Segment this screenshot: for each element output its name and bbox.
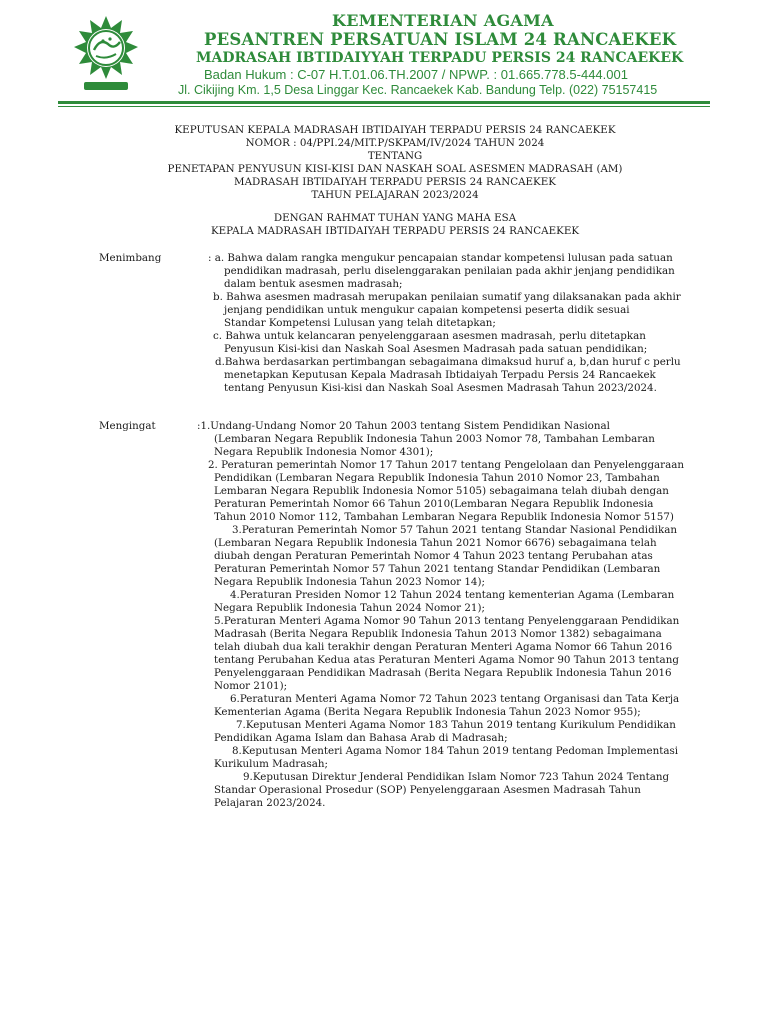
mengingat-line: Pelajaran 2023/2024. [214, 797, 326, 809]
mengingat-line: Penyelenggaraan Pendidikan Madrasah (Berita Negara Republik Indonesia Tahun 2016 [214, 667, 672, 679]
persis-logo-icon [70, 14, 142, 94]
mengingat-line: 6.Peraturan Menteri Agama Nomor 72 Tahun 2023 tentang Organisasi dan Tata Kerja [230, 693, 680, 705]
mengingat-line: Kurikulum Madrasah; [214, 758, 329, 770]
menimbang-line: jenjang pendidikan untuk mengukur capaian kompetensi peserta didik sesuai [224, 304, 630, 316]
mengingat-line: 5.Peraturan Menteri Agama Nomor 90 Tahun 2013 tentang Penyelenggaraan Pendidikan [214, 615, 680, 627]
preamble-line: DENGAN RAHMAT TUHAN YANG MAHA ESA [273, 212, 517, 224]
decree-number: NOMOR : 04/PPI.24/MIT.P/SKPAM/IV/2024 TAHUN 2024 [245, 137, 545, 149]
mengingat-line: Kementerian Agama (Berita Negara Republik Indonesia Tahun 2023 Nomor 955); [214, 706, 641, 718]
mengingat-line: Pendidikan Agama Islam dan Bahasa Arab di Madrasah; [214, 732, 508, 744]
mengingat-line: 7.Keputusan Menteri Agama Nomor 183 Tahun 2019 tentang Kurikulum Pendidikan [236, 719, 676, 731]
mengingat-line: 9.Keputusan Direktur Jenderal Pendidikan Islam Nomor 723 Tahun 2024 Tentang [243, 771, 670, 783]
mengingat-line: Negara Republik Indonesia Tahun 2024 Nomor 21); [214, 602, 485, 614]
mengingat-line: Peraturan Pemerintah Nomor 57 Tahun 2021 tentang Standar Pendidikan (Lembaran [214, 563, 661, 575]
decree-title: KEPUTUSAN KEPALA MADRASAH IBTIDAIYAH TERPADU PERSIS 24 RANCAEKEK [174, 124, 616, 136]
letterhead-address: Jl. Cikijing Km. 1,5 Desa Linggar Kec. Rancaekek Kab. Bandung Telp. (022) 75157415 [178, 83, 658, 97]
menimbang-line: c. Bahwa untuk kelancaran penyelenggaraan asesmen madrasah, perlu ditetapkan [213, 330, 646, 342]
decree-institution: MADRASAH IBTIDAIYAH TERPADU PERSIS 24 RANCAEKEK [234, 176, 556, 188]
mengingat-line: Tahun 2010 Nomor 112, Tambahan Lembaran Negara Republik Indonesia Nomor 5157) [214, 511, 674, 523]
mengingat-line: 8.Keputusan Menteri Agama Nomor 184 Tahun 2019 tentang Pedoman Implementasi [232, 745, 679, 757]
letterhead [58, 8, 710, 104]
menimbang-label: Menimbang [99, 252, 162, 264]
menimbang-line: : a. Bahwa dalam rangka mengukur pencapaian standar kompetensi lulusan pada satuan [208, 252, 673, 264]
preamble-line: KEPALA MADRASAH IBTIDAIYAH TERPADU PERSIS 24 RANCAEKEK [210, 225, 580, 237]
mengingat-line: tentang Perubahan Kedua atas Peraturan Menteri Agama Nomor 90 Tahun 2013 tentang [214, 654, 679, 666]
mengingat-line: Nomor 2101); [214, 680, 288, 692]
menimbang-line: Penyusun Kisi-kisi dan Naskah Soal Asesmen Madrasah pada satuan pendidikan; [224, 343, 648, 355]
mengingat-line: telah diubah dua kali terakhir dengan Peraturan Menteri Agama Nomor 66 Tahun 2016 [214, 641, 673, 653]
mengingat-line: Negara Republik Indonesia Tahun 2023 Nomor 14); [214, 576, 485, 588]
mengingat-label: Mengingat [99, 420, 156, 432]
menimbang-line: d.Bahwa berdasarkan pertimbangan sebagaimana dimaksud huruf a, b,dan huruf c perlu [215, 356, 681, 368]
decree-year: TAHUN PELAJARAN 2023/2024 [311, 189, 479, 201]
menimbang-line: pendidikan madrasah, perlu diselenggarakan penilaian pada akhir jenjang pendidikan [224, 265, 675, 277]
mengingat-line: (Lembaran Negara Republik Indonesia Tahun 2003 Nomor 78, Tambahan Lembaran [214, 433, 655, 445]
mengingat-line: Madrasah (Berita Negara Republik Indonesia Tahun 2013 Nomor 1382) sebagaimana [214, 628, 662, 640]
mengingat-line: 3.Peraturan Pemerintah Nomor 57 Tahun 2021 tentang Standar Nasional Pendidikan [232, 524, 677, 536]
mengingat-line: Peraturan Pemerintah Nomor 66 Tahun 2010(Lembaran Negara Republik Indonesia [214, 498, 654, 510]
mengingat-line: Negara Republik Indonesia Nomor 4301); [214, 446, 434, 458]
menimbang-line: dalam bentuk asesmen madrasah; [224, 278, 403, 290]
mengingat-line: diubah dengan Peraturan Pemerintah Nomor 4 Tahun 2023 tentang Perubahan atas [214, 550, 653, 562]
mengingat-line: 2. Peraturan pemerintah Nomor 17 Tahun 2017 tentang Pengelolaan dan Penyelenggaraan [208, 459, 685, 471]
letterhead-madrasah: MADRASAH IBTIDAIYYAH TERPADU PERSIS 24 RANCAEKEK [196, 50, 684, 66]
mengingat-line: Standar Operasional Prosedur (SOP) Penyelenggaraan Asesmen Madrasah Tahun [214, 784, 641, 796]
mengingat-line: (Lembaran Negara Republik Indonesia Tahun 2021 Nomor 6676) sebagaimana telah [214, 537, 657, 549]
letterhead-rule [58, 101, 710, 104]
decree-subject: PENETAPAN PENYUSUN KISI-KISI DAN NASKAH SOAL ASESMEN MADRASAH (AM) [167, 163, 623, 175]
letterhead-ministry: KEMENTERIAN AGAMA [332, 11, 554, 30]
mengingat-line: :1.Undang-Undang Nomor 20 Tahun 2003 tentang Sistem Pendidikan Nasional [197, 420, 610, 432]
letterhead-rule-thin [58, 106, 710, 107]
decree-tentang: TENTANG [367, 150, 423, 162]
mengingat-line: 4.Peraturan Presiden Nomor 12 Tahun 2024 tentang kementerian Agama (Lembaran [230, 589, 675, 601]
mengingat-line: Lembaran Negara Republik Indonesia Nomor 5105) sebagaimana telah diubah dengan [214, 485, 669, 497]
menimbang-line: tentang Penyusun Kisi-kisi dan Naskah Soal Asesmen Madrasah Tahun 2023/2024. [224, 382, 657, 394]
mengingat-line: Pendidikan (Lembaran Negara Republik Indonesia Tahun 2010 Nomor 23, Tambahan [214, 472, 660, 484]
letterhead-pesantren: PESANTREN PERSATUAN ISLAM 24 RANCAEKEK [204, 30, 677, 49]
menimbang-line: menetapkan Keputusan Kepala Madrasah Ibtidaiyah Terpadu Persis 24 Rancaekek [224, 369, 656, 381]
menimbang-line: b. Bahwa asesmen madrasah merupakan penilaian sumatif yang dilaksanakan pada akhir [213, 291, 681, 303]
letterhead-legal: Badan Hukum : C-07 H.T.01.06.TH.2007 / NPWP. : 01.665.778.5-444.001 [204, 67, 628, 82]
menimbang-line: Standar Kompetensi Lulusan yang telah ditetapkan; [224, 317, 496, 329]
